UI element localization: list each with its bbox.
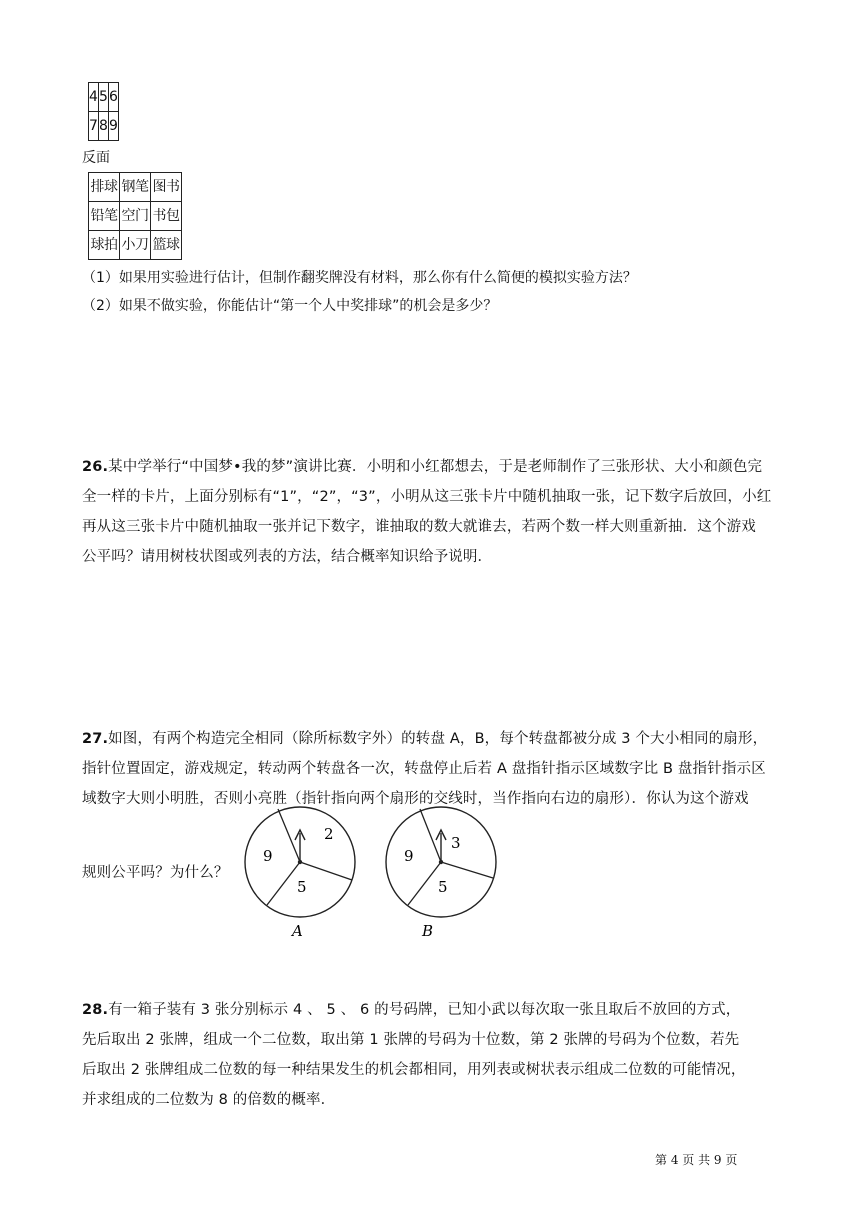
question-number: 27. <box>82 731 109 747</box>
table-cell: 篮球 <box>151 231 182 260</box>
question-line: 域数字大则小明胜，否则小亮胜（指针指向两个扇形的交线时，当作指向右边的扇形）．你认为这个游戏 <box>82 791 749 807</box>
sector-number: 9 <box>263 847 273 865</box>
table-cell: 钢笔 <box>120 173 151 202</box>
q25-sub2: （2）如果不做实验，你能估计“第一个人中奖排球”的机会是多少？ <box>82 298 498 314</box>
table-cell: 4 <box>89 83 99 112</box>
table-cell: 6 <box>109 83 119 112</box>
pointer-pivot <box>298 860 302 864</box>
question-line: 公平吗？请用树枝状图或列表的方法，结合概率知识给予说明． <box>82 549 493 565</box>
spinner-a <box>245 807 355 940</box>
question-line: 全一样的卡片，上面分别标有“1”，“2”，“3”，小明从这三张卡片中随机抽取一张，记下数字后放回，小红 <box>82 489 772 505</box>
question-27-tail: 规则公平吗？为什么？ <box>82 865 229 881</box>
question-26 <box>82 452 802 572</box>
back-side-label: 反面 <box>82 150 110 166</box>
table-cell: 小刀 <box>120 231 151 260</box>
sector-number: 3 <box>451 834 461 852</box>
q25-sub1: （1）如果用实验进行估计，但制作翻奖牌没有材料，那么你有什么简便的模拟实验方法？ <box>82 270 637 286</box>
number-card-table <box>88 82 119 141</box>
table-cell: 球拍 <box>89 231 120 260</box>
table-cell: 8 <box>99 112 109 141</box>
question-line: 后取出 2 张牌组成二位数的每一种结果发生的机会都相同，用列表或树状表示组成二位数的可能情况， <box>82 1062 746 1078</box>
prize-table <box>88 172 182 260</box>
sector-divider <box>408 862 441 905</box>
question-line: 并求组成的二位数为 8 的倍数的概率． <box>82 1092 336 1108</box>
question-number: 26. <box>82 459 109 475</box>
sector-number: 5 <box>297 878 307 896</box>
pointer-pivot <box>439 860 443 864</box>
sector-number: 9 <box>404 847 414 865</box>
question-line: 有一箱子装有 3 张分别标示 4 、 5 、 6 的号码牌，已知小武以每次取一张且取后不放回的方式， <box>108 1002 741 1018</box>
question-line: 再从这三张卡片中随机抽取一张并记下数字，谁抽取的数大就谁去，若两个数一样大则重新抽．这个游戏 <box>82 519 756 535</box>
spinners-figure <box>236 800 516 950</box>
table-cell: 空门 <box>120 202 151 231</box>
question-line: 如图，有两个构造完全相同（除所标数字外）的转盘 A，B，每个转盘都被分成 3 个大小相同的扇形， <box>108 731 768 747</box>
question-line: 某中学举行“中国梦•我的梦”演讲比赛．小明和小红都想去，于是老师制作了三张形状、大小和颜色完 <box>108 459 763 475</box>
sector-divider <box>267 862 300 905</box>
table-cell: 7 <box>89 112 99 141</box>
question-line: 指针位置固定，游戏规定，转动两个转盘各一次，转盘停止后若 A 盘指针指示区域数字比 B 盘指针指示区 <box>82 761 766 777</box>
spinner-label: A <box>292 922 303 940</box>
table-cell: 9 <box>109 112 119 141</box>
table-cell: 图书 <box>151 173 182 202</box>
table-cell: 5 <box>99 83 109 112</box>
question-28 <box>82 995 802 1115</box>
table-cell: 书包 <box>151 202 182 231</box>
sector-number: 2 <box>324 825 334 843</box>
page-footer: 第 4 页 共 9 页 <box>655 1153 738 1167</box>
table-cell: 排球 <box>89 173 120 202</box>
question-line: 先后取出 2 张牌，组成一个二位数，取出第 1 张牌的号码为十位数，第 2 张牌的号码为个位数，若先 <box>82 1032 740 1048</box>
sector-divider <box>300 862 352 880</box>
question-number: 28. <box>82 1002 109 1018</box>
sector-number: 5 <box>438 878 448 896</box>
spinner-label: B <box>422 922 434 940</box>
table-cell: 铅笔 <box>89 202 120 231</box>
sector-divider <box>441 862 493 878</box>
spinner-b <box>386 807 496 940</box>
